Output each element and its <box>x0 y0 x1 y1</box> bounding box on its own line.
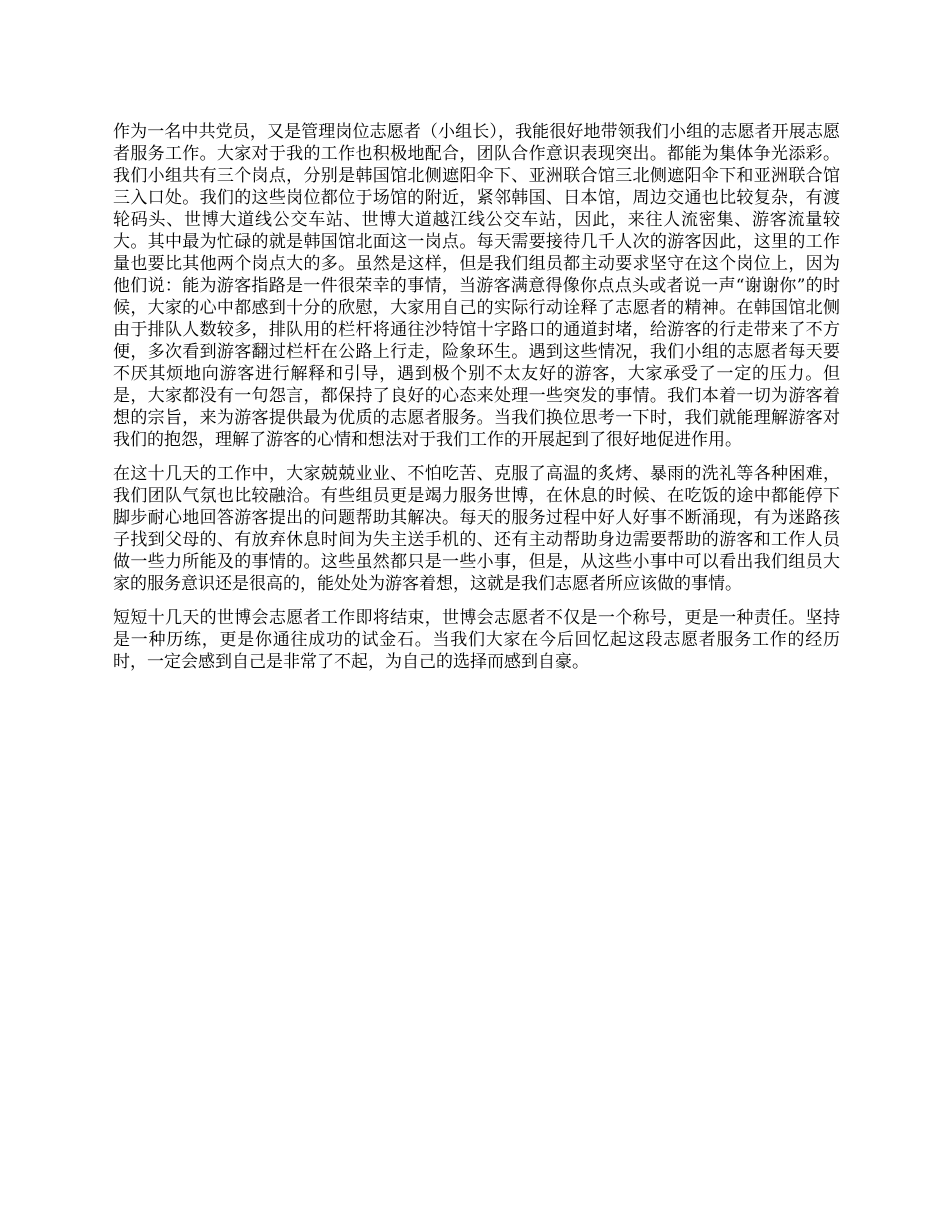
paragraph-3: 短短十几天的世博会志愿者工作即将结束，世博会志愿者不仅是一个称号，更是一种责任。坚持是一种历练，更是你通往成功的试金石。当我们大家在今后回忆起这段志愿者服务工作的经历时，一定会感到自己是非常了不起，为自己的选择而感到自豪。 <box>113 608 840 672</box>
paragraph-2: 在这十几天的工作中，大家兢兢业业、不怕吃苦、克服了高温的炙烤、暴雨的洗礼等各种困难，我们团队气氛也比较融洽。有些组员更是竭力服务世博，在休息的时候、在吃饭的途中都能停下脚步耐心地回答游客提出的问题帮助其解决。每天的服务过程中好人好事不断涌现，有为迷路孩子找到父母的、有放弃休息时间为失主送手机的、还有主动帮助身边需要帮助的游客和工作人员做一些力所能及的事情的。这些虽然都只是一些小事，但是，从这些小事中可以看出我们组员大家的服务意识还是很高的，能处处为游客着想，这就是我们志愿者所应该做的事情。 <box>113 464 840 594</box>
paragraph-1: 作为一名中共党员，又是管理岗位志愿者（小组长），我能很好地带领我们小组的志愿者开展志愿者服务工作。大家对于我的工作也积极地配合，团队合作意识表现突出。都能为集体争光添彩。我们小组共有三个岗点，分别是韩国馆北侧遮阳伞下、亚洲联合馆三北侧遮阳伞下和亚洲联合馆三入口处。我们的这些岗位都位于场馆的附近，紧邻韩国、日本馆，周边交通也比较复杂，有渡轮码头、世博大道线公交车站、世博大道越江线公交车站，因此，来往人流密集、游客流量较大。其中最为忙碌的就是韩国馆北面这一岗点。每天需要接待几千人次的游客因此，这里的工作量也要比其他两个岗点大的多。虽然是这样，但是我们组员都主动要求坚守在这个岗位上，因为他们说：能为游客指路是一件很荣幸的事情，当游客满意得像你点点头或者说一声“谢谢你”的时候，大家的心中都感到十分的欣慰，大家用自己的实际行动诠释了志愿者的精神。在韩国馆北侧由于排队人数较多，排队用的栏杆将通往沙特馆十字路口的通道封堵，给游客的行走带来了不方便，多次看到游客翻过栏杆在公路上行走，险象环生。遇到这些情况，我们小组的志愿者每天要不厌其烦地向游客进行解释和引导，遇到极个别不太友好的游客，大家承受了一定的压力。但是，大家都没有一句怨言，都保持了良好的心态来处理一些突发的事情。我们本着一切为游客着想的宗旨，来为游客提供最为优质的志愿者服务。当我们换位思考一下时，我们就能理解游客对我们的抱怨，理解了游客的心情和想法对于我们工作的开展起到了很好地促进作用。 <box>113 122 840 450</box>
document-page <box>113 121 840 685</box>
